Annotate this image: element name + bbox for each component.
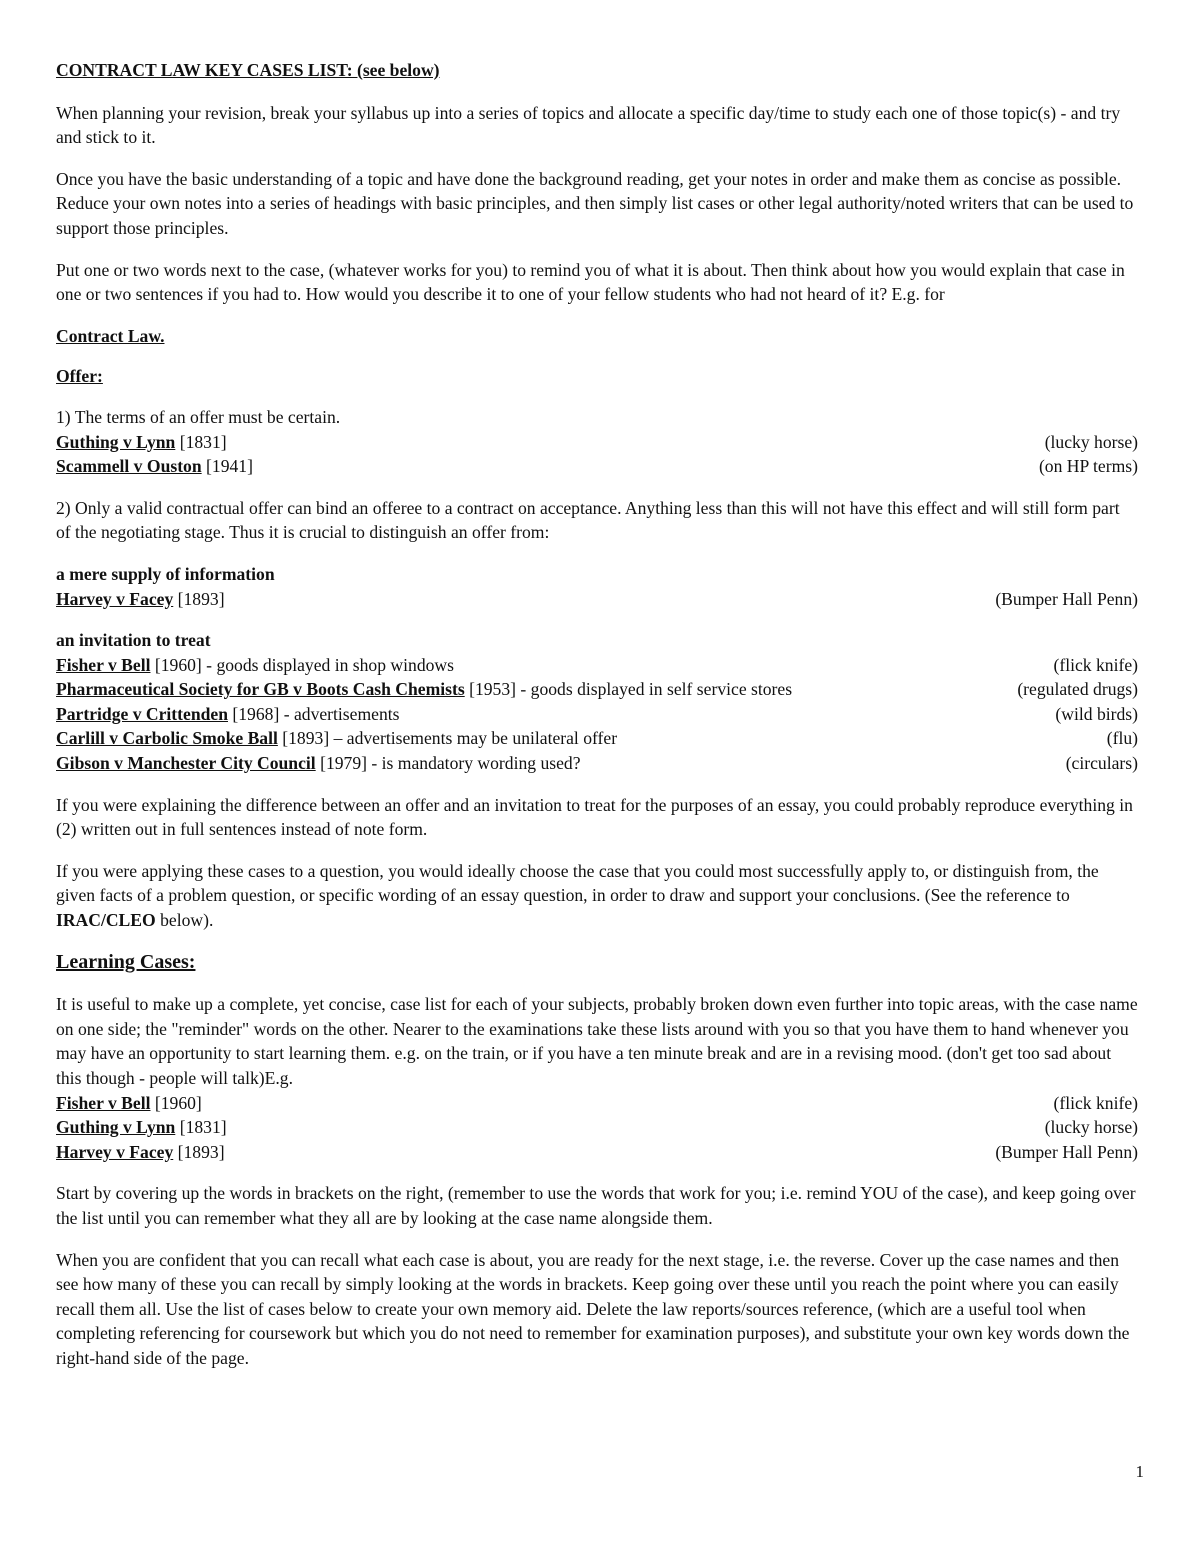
case-name: Fisher v Bell <box>56 1092 151 1113</box>
case-note: (flu) <box>1106 728 1138 749</box>
case-row <box>56 454 1138 479</box>
case-citation: [1941] <box>201 456 253 477</box>
case-note: (lucky horse) <box>1044 1117 1138 1138</box>
learning-paragraph: It is useful to make up a complete, yet concise, case list for each of your subjects, probably broken down even further into topic areas, with the case name on one side; the "reminder" words on the other. Nearer to the examinations take these lists around with you so that you have them to hand whenever you may have an opportunity to start learning them. e.g. on the train, or if you have a ten minute break and are in a revising mood. (don't get too sad about this though - people will talk)E.g. <box>56 994 1138 1088</box>
case-row <box>56 677 1138 702</box>
case-name: Scammell v Ouston <box>56 456 202 477</box>
case-name: Fisher v Bell <box>56 654 151 675</box>
case-row <box>56 1091 1138 1116</box>
case-note: (circulars) <box>1065 753 1138 774</box>
case-row <box>56 1140 1138 1165</box>
case-note: (flick knife) <box>1053 1092 1138 1113</box>
point-2: 2) Only a valid contractual offer can bind an offeree to a contract on acceptance. Anything less than this will not have this effect and will still form part of the negotiating stage. Thus it is crucial to distinguish an offer from: <box>56 497 1120 543</box>
case-note: (Bumper Hall Penn) <box>995 1141 1138 1162</box>
case-citation: [1968] - advertisements <box>228 703 400 724</box>
contract-law-heading: Contract Law. <box>56 325 165 346</box>
case-citation: [1953] - goods displayed in self service stores <box>464 679 793 700</box>
learning-cases-heading: Learning Cases: <box>56 950 196 973</box>
apply-paragraph: If you were applying these cases to a question, you would ideally choose the case that you could most successfully apply to, or distinguish from, the given facts of a problem question, or specific wording of an essay question, in order to draw and support your conclusions. (See the reference to IRAC/CLEO below). <box>56 860 1099 931</box>
case-name: Guthing v Lynn <box>56 1117 176 1138</box>
document-title: CONTRACT LAW KEY CASES LIST: (see below) <box>56 60 440 80</box>
case-row <box>56 726 1138 751</box>
case-row <box>56 430 1138 455</box>
case-name: Partridge v Crittenden <box>56 703 228 724</box>
certainty-case-list <box>56 405 1138 479</box>
confident-paragraph: When you are confident that you can recall what each case is about, you are ready for the next stage, i.e. the reverse. Cover up the case names and then see how many of these you can recall by simply looking at the words in brackets. Keep going over these until you reach the point where you can easily recall them all. Use the list of cases below to create your own memory aid. Delete the law reports/sources reference, (which are a useful tool when completing referencing for coursework but which you do not need to remember for examination purposes), and substitute your own key words down the right-hand side of the page. <box>56 1249 1130 1368</box>
case-citation: [1979] - is mandatory wording used? <box>315 753 581 774</box>
case-name: Harvey v Facey <box>56 588 174 609</box>
case-row <box>56 702 1138 727</box>
offer-heading: Offer: <box>56 366 103 387</box>
info-subheading: a mere supply of information <box>56 563 275 584</box>
case-note: (flick knife) <box>1053 654 1138 675</box>
case-note: (on HP terms) <box>1038 456 1138 477</box>
intro-paragraph-2: Once you have the basic understanding of a topic and have done the background reading, get your notes in order and make them as concise as possible. Reduce your own notes into a series of headings with basic principles, and then simply list cases or other legal authority/noted writers that can be used to support those principles. <box>56 168 1134 238</box>
case-name: Carlill v Carbolic Smoke Ball <box>56 728 278 749</box>
itt-subheading: an invitation to treat <box>56 630 211 651</box>
case-citation: [1960] <box>150 1092 202 1113</box>
explain-paragraph: If you were explaining the difference between an offer and an invitation to treat for the purposes of an essay, you could probably reproduce everything in (2) written out in full sentences instead of note form. <box>56 794 1133 840</box>
start-paragraph: Start by covering up the words in brackets on the right, (remember to use the words that work for you; i.e. remind YOU of the case), and keep going over the list until you can remember what they all are by looking at the case name alongside them. <box>56 1183 1136 1228</box>
info-case-list <box>56 562 1138 611</box>
case-note: (Bumper Hall Penn) <box>995 588 1138 609</box>
document-content <box>56 58 1138 1388</box>
case-note: (lucky horse) <box>1044 431 1138 452</box>
case-citation: [1893] <box>173 588 225 609</box>
case-citation: [1893] <box>173 1141 225 1162</box>
learning-case-list <box>56 992 1138 1164</box>
intro-paragraph-3: Put one or two words next to the case, (whatever works for you) to remind you of what it is about. Then think about how you would explain that case in one or two sentences if you had to. How would you describe it to one of your fellow students who had not heard of it? E.g. for <box>56 259 1125 305</box>
case-row <box>56 587 1138 612</box>
case-name: Pharmaceutical Society for GB v Boots Cash Chemists <box>56 679 465 700</box>
irac-cleo-reference: IRAC/CLEO <box>56 910 156 931</box>
case-note: (regulated drugs) <box>1017 679 1138 700</box>
case-row <box>56 751 1138 776</box>
case-citation: [1893] – advertisements may be unilateral offer <box>277 728 618 749</box>
case-name: Gibson v Manchester City Council <box>56 753 316 774</box>
point-1: 1) The terms of an offer must be certain. <box>56 406 341 427</box>
page-number: 1 <box>1135 1462 1144 1481</box>
case-citation: [1960] - goods displayed in shop windows <box>150 654 454 675</box>
itt-case-list <box>56 628 1138 776</box>
case-citation: [1831] <box>175 431 227 452</box>
case-row <box>56 653 1138 678</box>
case-note: (wild birds) <box>1055 703 1138 724</box>
case-name: Guthing v Lynn <box>56 431 176 452</box>
intro-paragraph-1: When planning your revision, break your syllabus up into a series of topics and allocate a specific day/time to study each one of those topic(s) - and try and stick to it. <box>56 102 1121 148</box>
case-name: Harvey v Facey <box>56 1141 174 1162</box>
case-citation: [1831] <box>175 1117 227 1138</box>
case-row <box>56 1115 1138 1140</box>
